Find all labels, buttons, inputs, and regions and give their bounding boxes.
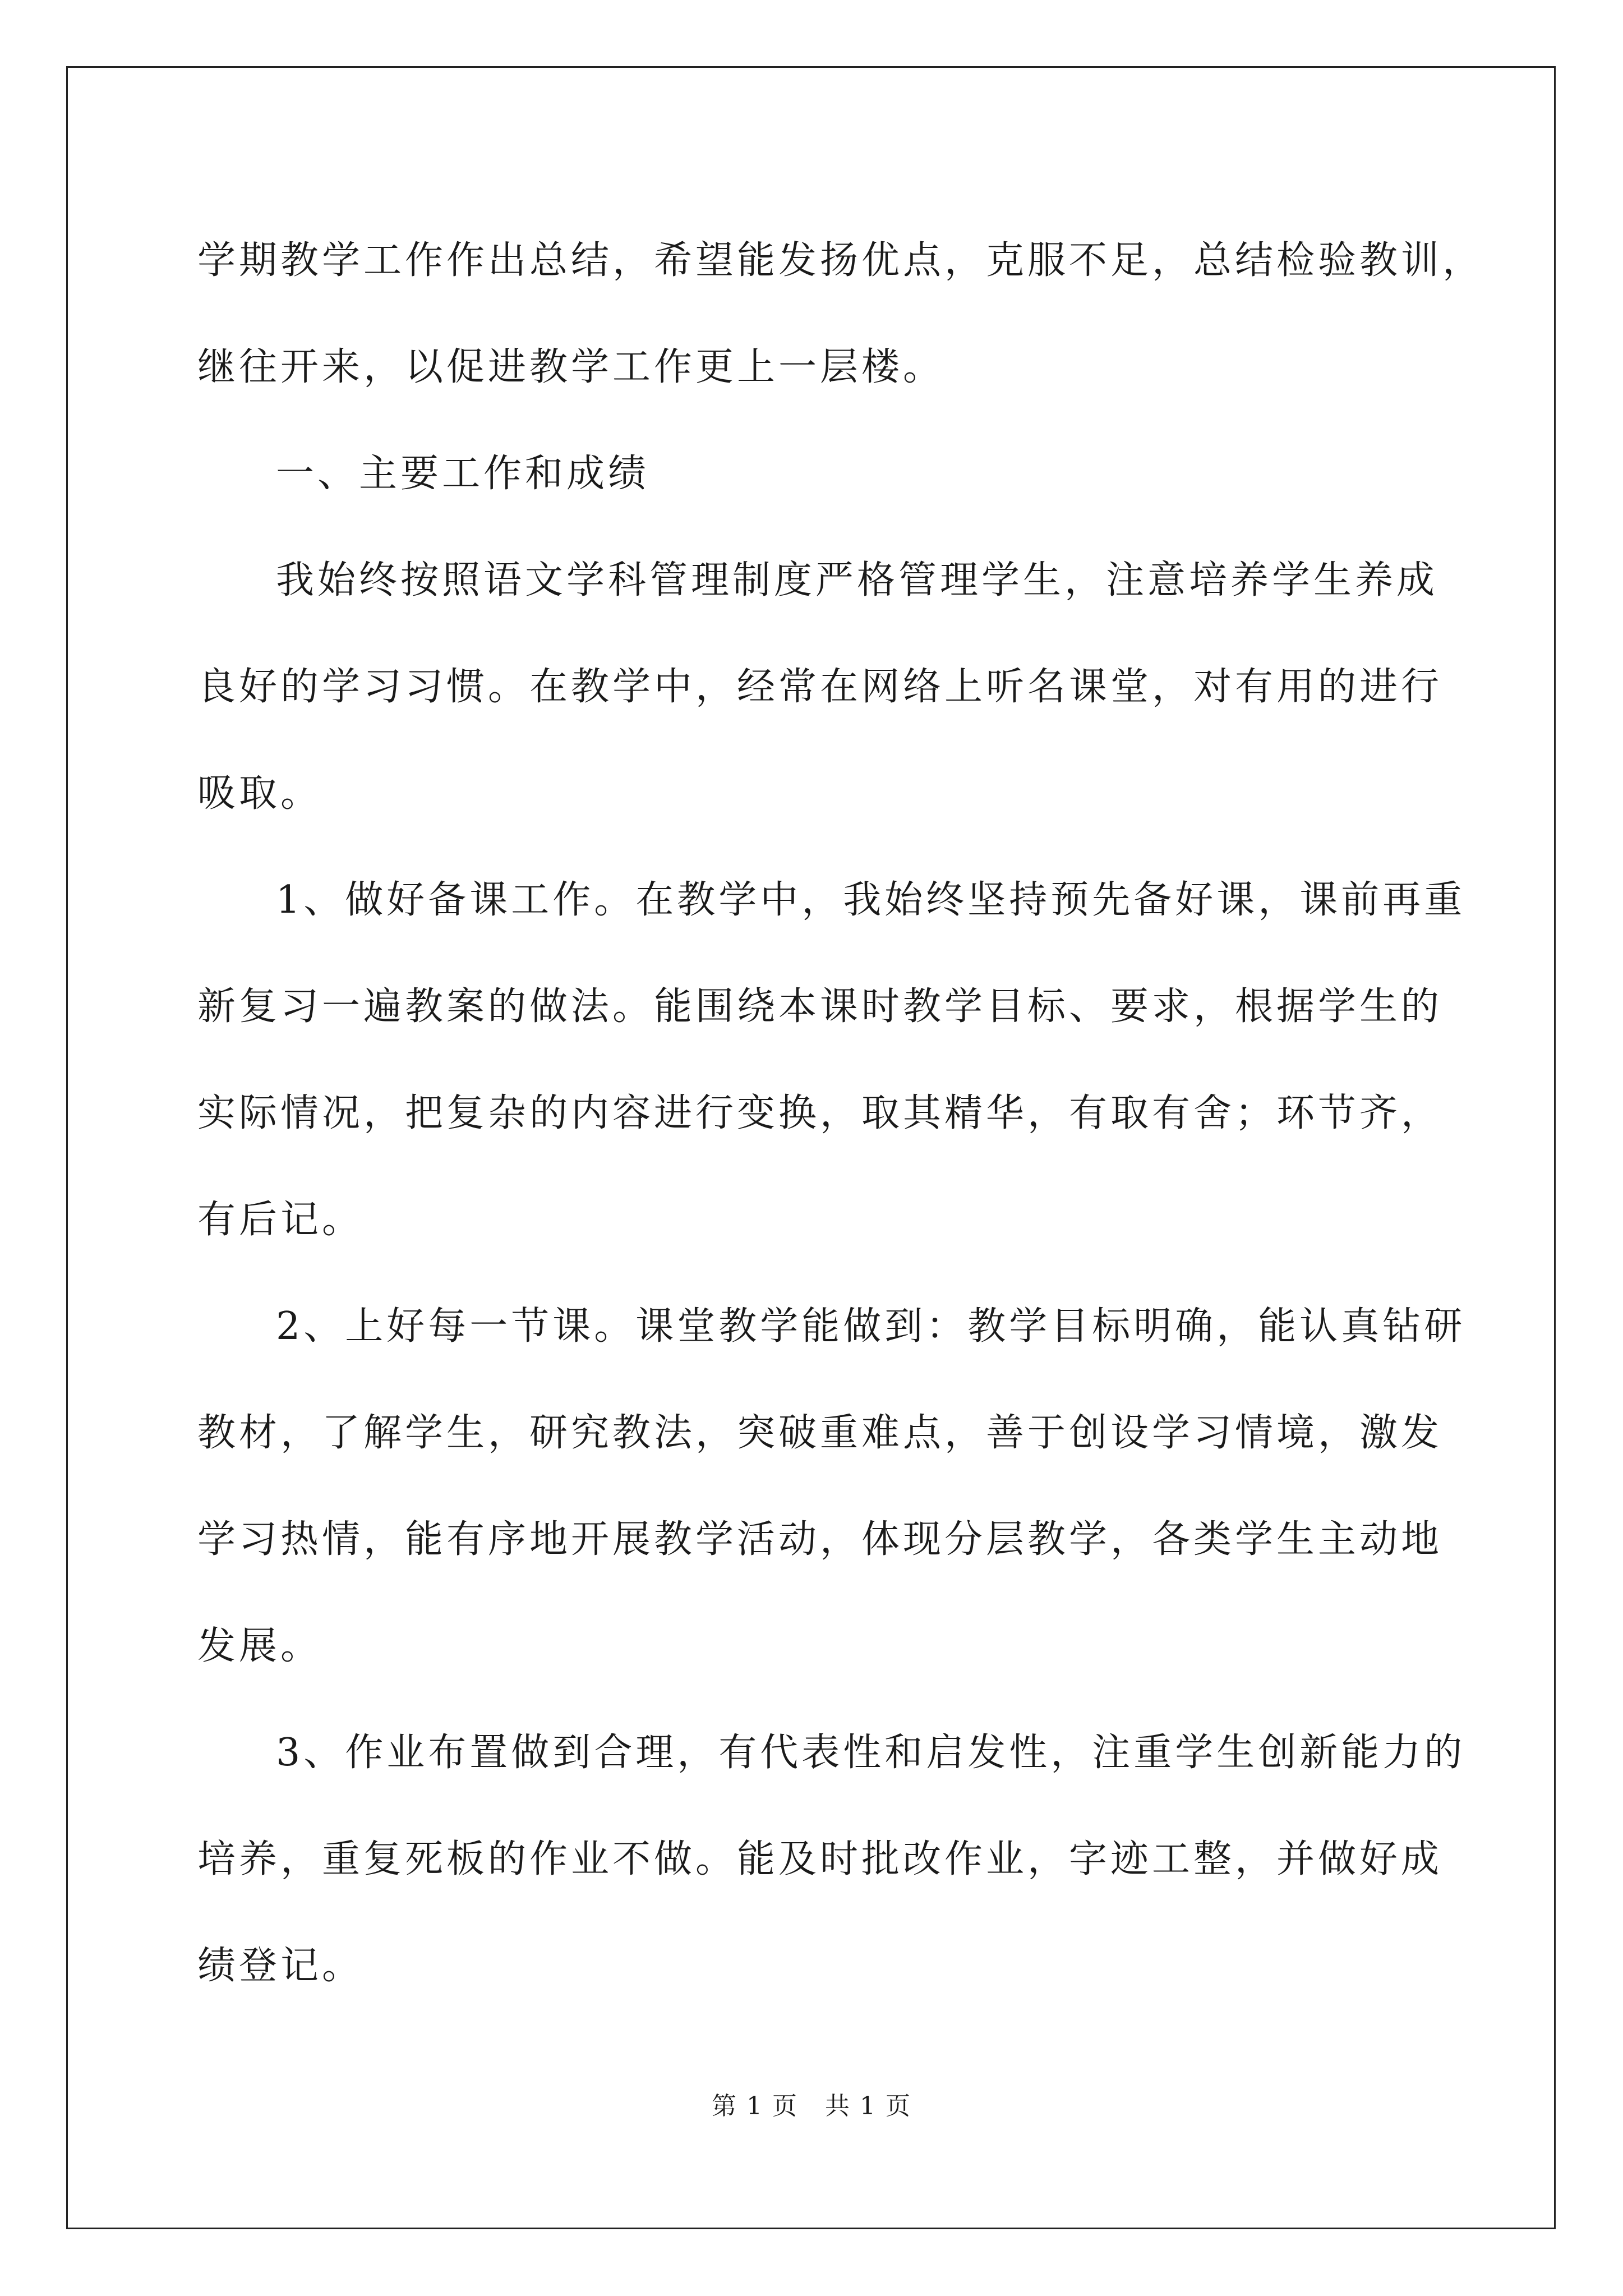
text-line: 教材，了解学生，研究教法，突破重难点，善于创设学习情境，激发 <box>197 1411 1443 1455</box>
text-line: 绩登记。 <box>197 1944 364 1988</box>
text-line: 继往开来，以促进教学工作更上一层楼。 <box>197 345 945 389</box>
text-line: 学期教学工作作出总结，希望能发扬优点，克服不足，总结检验教训， <box>197 238 1484 283</box>
text-line: 1、做好备课工作。在教学中，我始终坚持预先备好课，课前再重 <box>276 878 1466 922</box>
text-line: 吸取。 <box>197 771 322 816</box>
text-line: 3、作业布置做到合理，有代表性和启发性，注重学生创新能力的 <box>276 1731 1466 1775</box>
text-line: 新复习一遍教案的做法。能围绕本课时教学目标、要求，根据学生的 <box>197 984 1443 1029</box>
text-line: 2、上好每一节课。课堂教学能做到：教学目标明确，能认真钻研 <box>276 1304 1466 1349</box>
page-number: 第 1 页 <box>712 2092 798 2120</box>
text-line: 良好的学习习惯。在教学中，经常在网络上听名课堂，对有用的进行 <box>197 665 1443 709</box>
text-line: 有后记。 <box>197 1198 364 1242</box>
page-footer <box>0 2086 1623 2122</box>
document-body <box>197 208 1484 2019</box>
text-line: 发展。 <box>197 1624 322 1668</box>
text-line: 我始终按照语文学科管理制度严格管理学生，注意培养学生养成 <box>276 558 1438 602</box>
text-line: 培养，重复死板的作业不做。能及时批改作业，字迹工整，并做好成 <box>197 1837 1443 1881</box>
text-line: 实际情况，把复杂的内容进行变换，取其精华，有取有舍；环节齐， <box>197 1091 1443 1135</box>
page-total: 共 1 页 <box>825 2092 911 2120</box>
section-heading: 一、主要工作和成绩 <box>276 452 650 496</box>
text-line: 学习热情，能有序地开展教学活动，体现分层教学，各类学生主动地 <box>197 1517 1443 1562</box>
